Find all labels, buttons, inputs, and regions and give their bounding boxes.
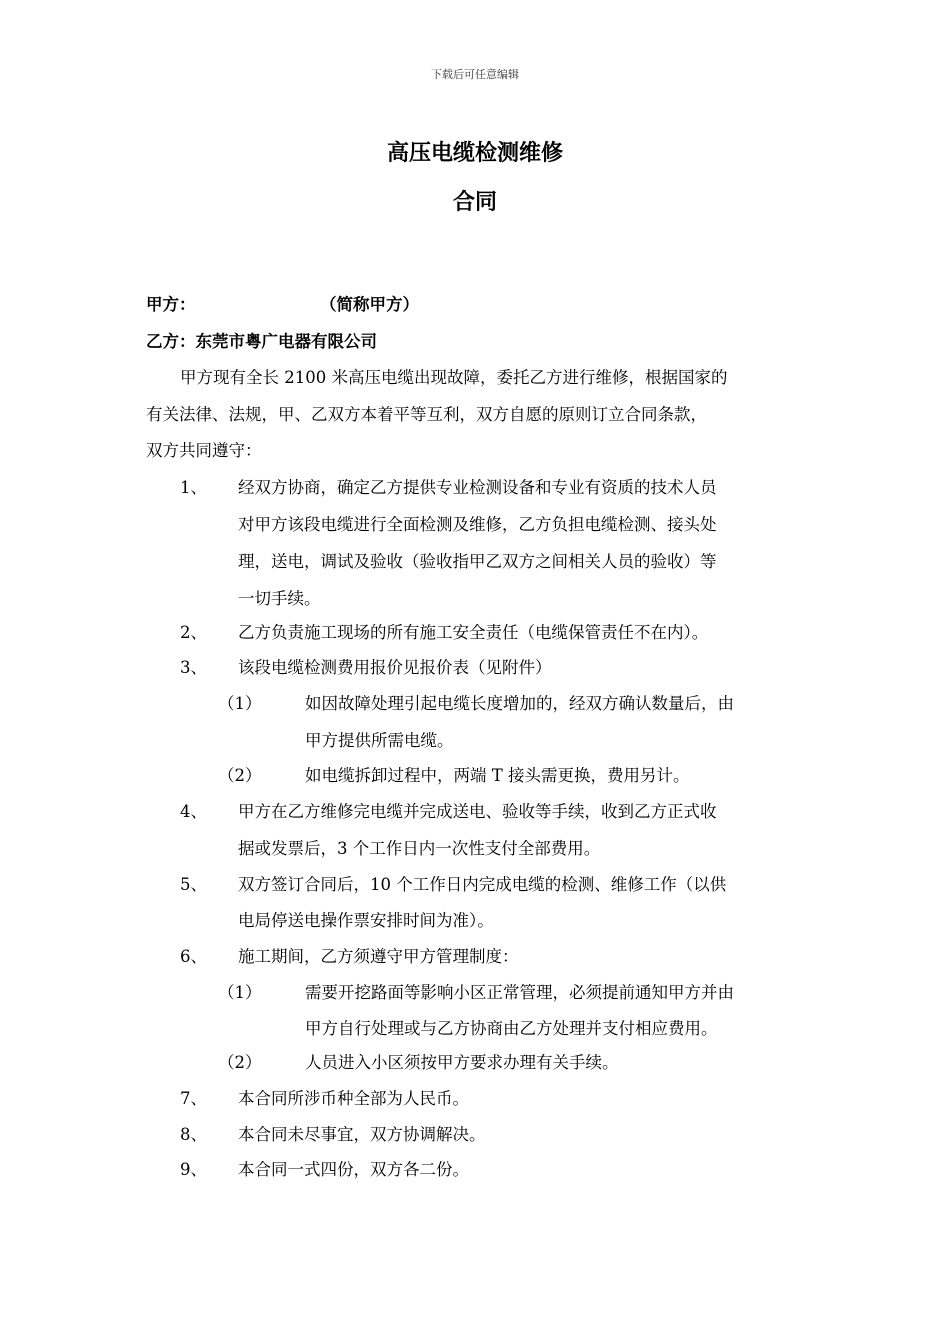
clause-text: 经双方协商，确定乙方提供专业检测设备和专业有资质的技术人员 — [238, 478, 717, 497]
clause-text: 理，送电，调试及验收（验收指甲乙双方之间相关人员的验收）等 — [238, 552, 717, 571]
clause-text: 本合同所涉币种全部为人民币。 — [238, 1089, 469, 1108]
subclause-number: （1） — [218, 983, 262, 1002]
clause-text: 该段电缆检测费用报价见报价表（见附件） — [238, 658, 552, 677]
party-a-abbreviation: （简称甲方） — [320, 295, 419, 314]
intro-line: 有关法律、法规，甲、乙双方本着平等互利，双方自愿的原则订立合同条款， — [146, 405, 707, 424]
clause-text: 本合同一式四份，双方各二份。 — [238, 1160, 469, 1179]
party-b: 乙方：东莞市粤广电器有限公司 — [146, 332, 377, 351]
clause-number: 1、 — [180, 478, 207, 497]
clause-text: 施工期间，乙方须遵守甲方管理制度： — [238, 947, 519, 966]
subclause-text: 甲方提供所需电缆。 — [305, 731, 454, 750]
intro-line: 甲方现有全长 2100 米高压电缆出现故障，委托乙方进行维修，根据国家的 — [180, 368, 728, 387]
subclause-text: 需要开挖路面等影响小区正常管理，必须提前通知甲方并由 — [305, 983, 734, 1002]
clause-text: 对甲方该段电缆进行全面检测及维修，乙方负担电缆检测、接头处 — [238, 515, 717, 534]
subclause-number: （1） — [218, 694, 262, 713]
clause-number: 7、 — [180, 1089, 207, 1108]
subclause-text: 甲方自行处理或与乙方协商由乙方处理并支付相应费用。 — [305, 1019, 718, 1038]
clause-number: 6、 — [180, 947, 207, 966]
clause-text: 本合同未尽事宜，双方协调解决。 — [238, 1125, 486, 1144]
clause-text: 据或发票后，3 个工作日内一次性支付全部费用。 — [238, 839, 601, 858]
clause-text: 甲方在乙方维修完电缆并完成送电、验收等手续，收到乙方正式收 — [238, 802, 717, 821]
clause-text: 乙方负责施工现场的所有施工安全责任（电缆保管责任不在内）。 — [238, 623, 709, 642]
header-note: 下载后可任意编辑 — [431, 68, 519, 81]
clause-number: 5、 — [180, 875, 207, 894]
clause-number: 9、 — [180, 1160, 207, 1179]
clause-text: 双方签订合同后，10 个工作日内完成电缆的检测、维修工作（以供 — [238, 875, 727, 894]
party-a-label: 甲方： — [146, 295, 196, 314]
contract-title: 高压电缆检测维修 — [386, 141, 563, 166]
contract-title-line2: 合同 — [452, 190, 497, 215]
subclause-text: 如因故障处理引起电缆长度增加的，经双方确认数量后，由 — [305, 694, 734, 713]
subclause-number: （2） — [218, 766, 262, 785]
subclause-number: （2） — [218, 1053, 262, 1072]
subclause-text: 如电缆拆卸过程中，两端 T 接头需更换，费用另计。 — [305, 766, 690, 785]
subclause-text: 人员进入小区须按甲方要求办理有关手续。 — [305, 1053, 619, 1072]
clause-text: 电局停送电操作票安排时间为准）。 — [238, 911, 494, 930]
clause-number: 4、 — [180, 802, 207, 821]
clause-number: 3、 — [180, 658, 207, 677]
intro-line: 双方共同遵守： — [146, 441, 262, 460]
clause-number: 8、 — [180, 1125, 207, 1144]
clause-text: 一切手续。 — [238, 589, 321, 608]
clause-number: 2、 — [180, 623, 207, 642]
